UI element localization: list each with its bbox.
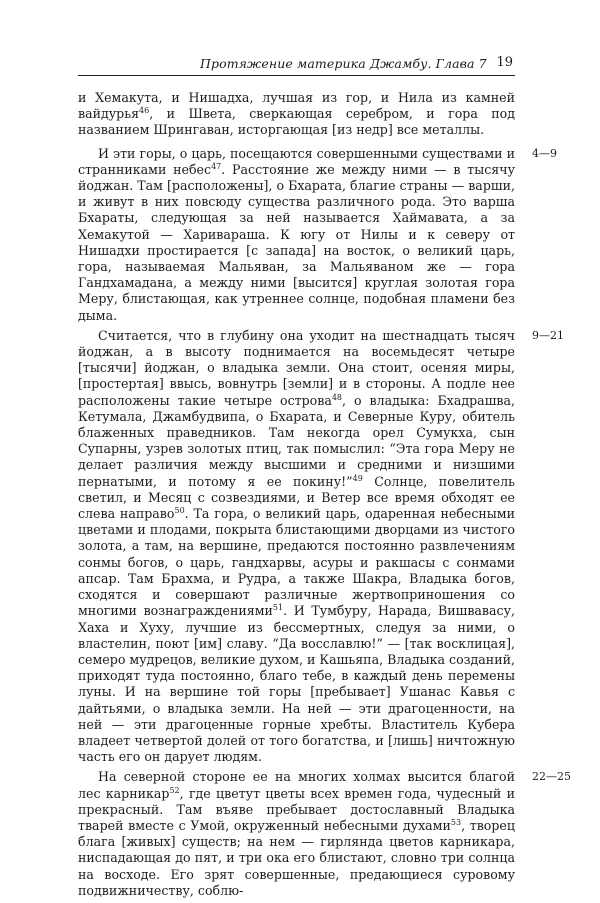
margin-verse-ref-1: 4—9 (532, 147, 557, 160)
text-run: , где цветут цветы всех времен года, чудесный и прекрасный. Там въяве пребывает достославный Владыка тварей вместе с Умой, окруженный небесными духами (78, 785, 515, 833)
footnote-marker: 50 (174, 505, 185, 515)
body-text (78, 90, 515, 903)
text-run: , и Швета, сверкающая серебром, и гора под названием Шрингаван, исторгающая [из недр] все металлы. (78, 106, 515, 138)
text-run: . Та гора, о великий царь, одаренная небесными цветами и плодами, покрыта блистающими дворцами из чистого золота, а там, на вершине, предаются постоянно развлечениям сонмы богов, о царь, гандхарвы, асуры и ракшасы с сонмами апсар. Там Брахма, и Рудра, а также Шакра, Владыка богов, сходятся и совершают различные жертвоприношения со многими вознаграждениями (78, 506, 515, 619)
paragraph-4 (78, 769, 515, 899)
text-run: На северной стороне ее на многих холмах высится благой лес карникар (78, 769, 515, 801)
text-run: . Расстояние же между ними — в тысячу йоджан. Там [расположены], о Бхарата, благие страны — варши, и живут в них повсюду существа различного рода. Это варша Бхараты, следующая за ней называется Хаймавата, а за Хемакутой — Харивараша. К югу от Нилы и к северу от Нишадхи простирается [с запада] на восток, о великий царь, гора, называемая Мальяван, за Мальяваном же — гора Гандхамадана, а между ними [высится] круглая золотая гора Меру, блистающая, как утреннее солнце, подобная пламени без дыма. (78, 161, 515, 323)
text-run: , творец блага [живых] существ; на нем — гирлянда цветов карникара, ниспадающая до пят, и три ока его блистают, словно три солнца на восходе. Его зрят совершенные, предающиеся суровому подвижничеству, соблю- (78, 817, 515, 898)
footnote-marker: 53 (450, 817, 462, 827)
text-run: И эти горы, о царь, посещаются совершенными существами и странниками небес (78, 145, 515, 177)
footnote-marker: 48 (331, 392, 343, 402)
text-run: . И Тумбуру, Нарада, Вишвавасу, Хаха и Хуху, лучшие из бессмертных, следуя за ними, о властелин, поют [им] славу. “Да восславлю!” — [так восклицая], семеро мудрецов, великие духом, и Кашьяпа, Владыка созданий, приходят туда постоянно, благо тебе, в каждый день перемены луны. И на вершине той горы [пребывает] Ушанас Кавья с дайтьями, о владыка земли. На ней — эти драгоценности, на ней — эти драгоценные горные хребты. Властитель Кубера владеет четвертой долей от того богатства, и [лишь] ничтожную часть его он дарует людям. (78, 603, 515, 765)
margin-verse-ref-2: 9—21 (532, 329, 564, 342)
footnote-marker: 51 (272, 603, 284, 613)
text-run: и Хемакута, и Нишадха, лучшая из гор, и Нила из камней вайдурья (78, 90, 515, 122)
footnote-marker: 46 (139, 106, 150, 116)
running-title: Протяжение материка Джамбу. Глава 7 (200, 56, 487, 71)
text-run: Считается, что в глубину она уходит на шестнадцать тысяч йоджан, а в высоту поднимается на восемьдесят четыре [тысячи] йоджан, о владыка земли. Она стоит, осеняя миры, [простертая] ввысь, вовнутрь [земли] и в стороны. А подле нее расположены такие четыре острова (78, 327, 515, 408)
margin-verse-ref-3: 22—25 (532, 770, 571, 783)
footnote-marker: 52 (169, 785, 180, 795)
text-run: , о владыка: Бхадрашва, Кетумала, Джамбудвипа, о Бхарата, и Северные Куру, обитель блаженных праведников. Там некогда орел Сумукха, сын Супарны, узрев золотых птиц, так помыслил: “Эта гора Меру не делает различия между высшими и средними и низшими пернатыми, и потому я ее покину!” (78, 392, 515, 489)
running-header (78, 55, 515, 76)
text-run: Солнце, повелитель светил, и Месяц с созвездиями, и Ветер все время обходят ее слева направо (78, 473, 515, 522)
footnote-marker: 49 (352, 473, 363, 483)
footnote-marker: 47 (211, 161, 222, 171)
paragraph-2 (78, 146, 515, 324)
paragraph-3 (78, 328, 515, 765)
page-number: 19 (496, 55, 513, 70)
paragraph-1 (78, 90, 515, 139)
